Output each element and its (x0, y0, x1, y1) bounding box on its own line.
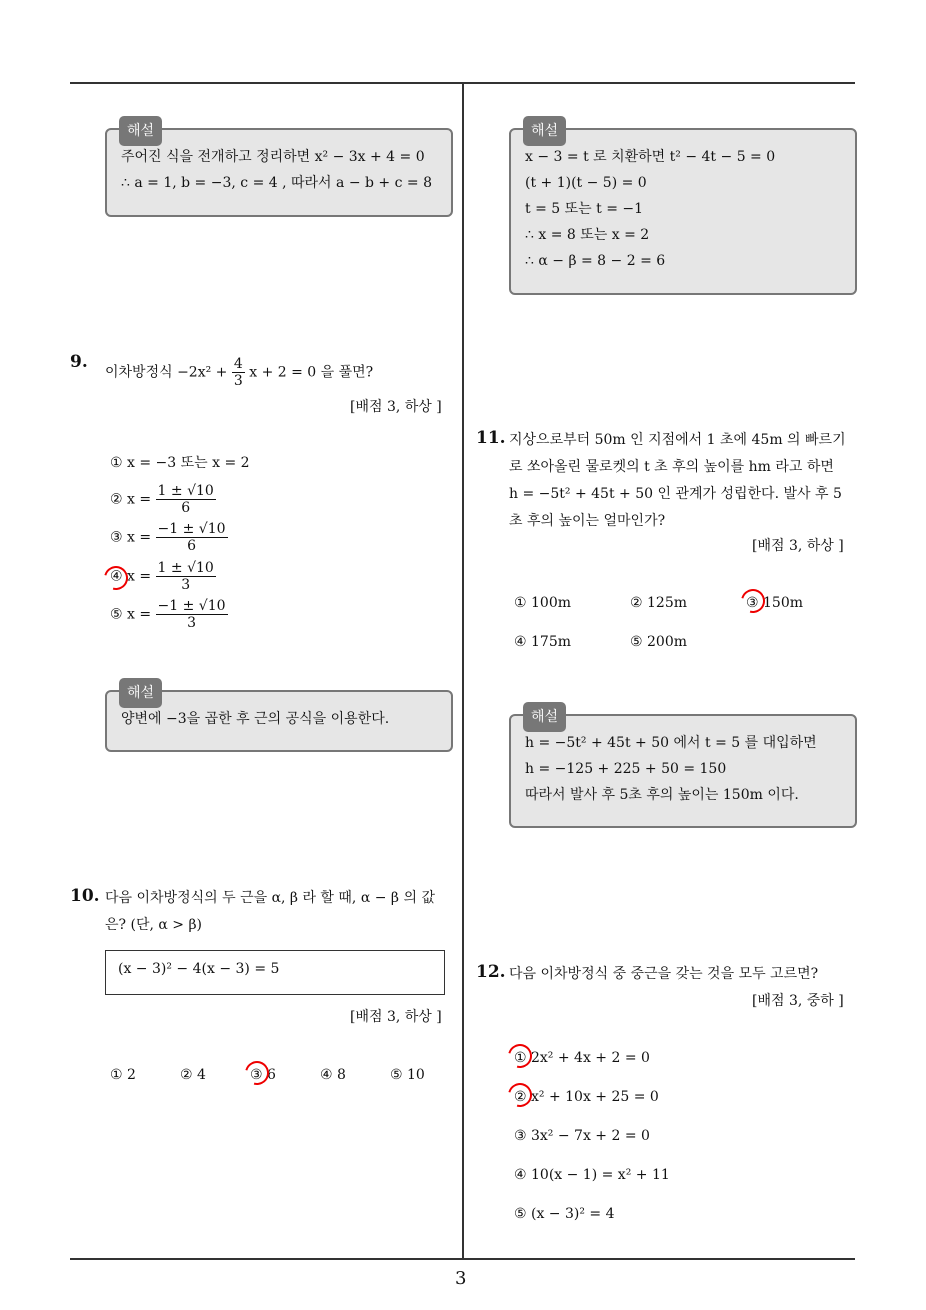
explanation-line: 주어진 식을 전개하고 정리하면 x² − 3x + 4 = 0 (121, 149, 425, 165)
explanation-line: (t + 1)(t − 5) = 0 (525, 175, 647, 191)
choice-2[interactable]: ② 125m (630, 595, 687, 611)
explanation-line: h = −5t² + 45t + 50 에서 t = 5 를 대입하면 (525, 735, 817, 751)
explanation-line: t = 5 또는 t = −1 (525, 201, 644, 217)
question-text: 지상으로부터 50m 인 지점에서 1 초에 45m 의 빠르기 로 쏘아올린 물로켓의 t 초 후의 높이를 hm 라고 하면 h = −5t² + 45t + 50 인 관계가 성립한다. 발사 후 5 초 후의 높이는 얼마인가? (509, 432, 846, 529)
choice-5[interactable]: ⑤ 10 (390, 1067, 425, 1083)
choice-5[interactable]: ⑤ x = $\frac{-1 \pm √10}{3}$ (110, 598, 226, 631)
explanation-box-q9 (105, 685, 453, 752)
explanation-tag: 해설 (523, 702, 566, 732)
equation-box (105, 950, 445, 995)
choice-4[interactable]: ④ 10(x − 1) = x² + 11 (514, 1167, 670, 1183)
score-meta: [배점 3, 하상 ] (752, 538, 844, 554)
score-meta: [배점 3, 하상 ] (350, 1009, 442, 1025)
question-number: 11. (476, 428, 506, 448)
explanation-line: ∴ a = 1, b = −3, c = 4 , 따라서 a − b + c = 8 (121, 175, 432, 191)
explanation-tag: 해설 (119, 116, 162, 146)
question-text: 다음 이차방정식 중 중근을 갖는 것을 모두 고르면? (509, 966, 819, 982)
explanation-line: ∴ x = 8 또는 x = 2 (525, 227, 650, 243)
choice-3[interactable]: ③ x = $\frac{-1 \pm √10}{6}$ (110, 521, 226, 554)
choice-1[interactable]: ① 100m (514, 595, 571, 611)
question-text (105, 356, 373, 389)
explanation-line: 따라서 발사 후 5초 후의 높이는 150m 이다. (525, 787, 799, 803)
explanation-tag: 해설 (523, 116, 566, 146)
choice-2[interactable]: ② x² + 10x + 25 = 0 (514, 1089, 659, 1105)
explanation-box-q11 (509, 709, 857, 828)
choice-1[interactable]: ① x = −3 또는 x = 2 (110, 455, 250, 471)
question-text-post: x + 2 = 0 을 풀면? (249, 364, 374, 381)
page-number: 3 (455, 1268, 467, 1289)
explanation-tag: 해설 (119, 678, 162, 708)
choice-5[interactable]: ⑤ (x − 3)² = 4 (514, 1206, 615, 1222)
choice-1[interactable]: ① 2x² + 4x + 2 = 0 (514, 1050, 650, 1066)
explanation-line: 양변에 −3을 곱한 후 근의 공식을 이용한다. (121, 711, 390, 727)
equation: (x − 3)² − 4(x − 3) = 5 (118, 961, 280, 977)
explanation-line: x − 3 = t 로 치환하면 t² − 4t − 5 = 0 (525, 149, 776, 165)
choice-4[interactable]: ④ 8 (320, 1067, 346, 1083)
choice-1[interactable]: ① 2 (110, 1067, 136, 1083)
explanation-line: h = −125 + 225 + 50 = 150 (525, 761, 727, 777)
choice-5[interactable]: ⑤ 200m (630, 634, 687, 650)
choice-4[interactable]: ④ x = $\frac{1 \pm √10}{3}$ (110, 560, 214, 593)
score-meta: [배점 3, 중하 ] (752, 993, 844, 1009)
choice-2[interactable]: ② 4 (180, 1067, 206, 1083)
column-divider (462, 84, 464, 1260)
explanation-box-q10 (509, 123, 857, 295)
choice-2[interactable]: ② x = $\frac{1 \pm √10}{6}$ (110, 483, 214, 516)
choice-4[interactable]: ④ 175m (514, 634, 571, 650)
choice-3[interactable]: ③ 6 (250, 1067, 276, 1083)
question-number: 10. (70, 886, 100, 906)
fraction: $\frac{4}{3}$ (233, 356, 243, 389)
question-number: 12. (476, 962, 506, 982)
explanation-box-q8 (105, 123, 453, 217)
explanation-line: ∴ α − β = 8 − 2 = 6 (525, 253, 666, 269)
question-text: 다음 이차방정식의 두 근을 α, β 라 할 때, α − β 의 값 은? (단, α > β) (105, 890, 435, 933)
score-meta: [배점 3, 하상 ] (350, 399, 442, 415)
choice-3[interactable]: ③ 3x² − 7x + 2 = 0 (514, 1128, 650, 1144)
choice-3[interactable]: ③ 150m (746, 595, 803, 611)
question-text-pre: 이차방정식 −2x² + (105, 364, 228, 381)
question-number: 9. (70, 352, 88, 372)
